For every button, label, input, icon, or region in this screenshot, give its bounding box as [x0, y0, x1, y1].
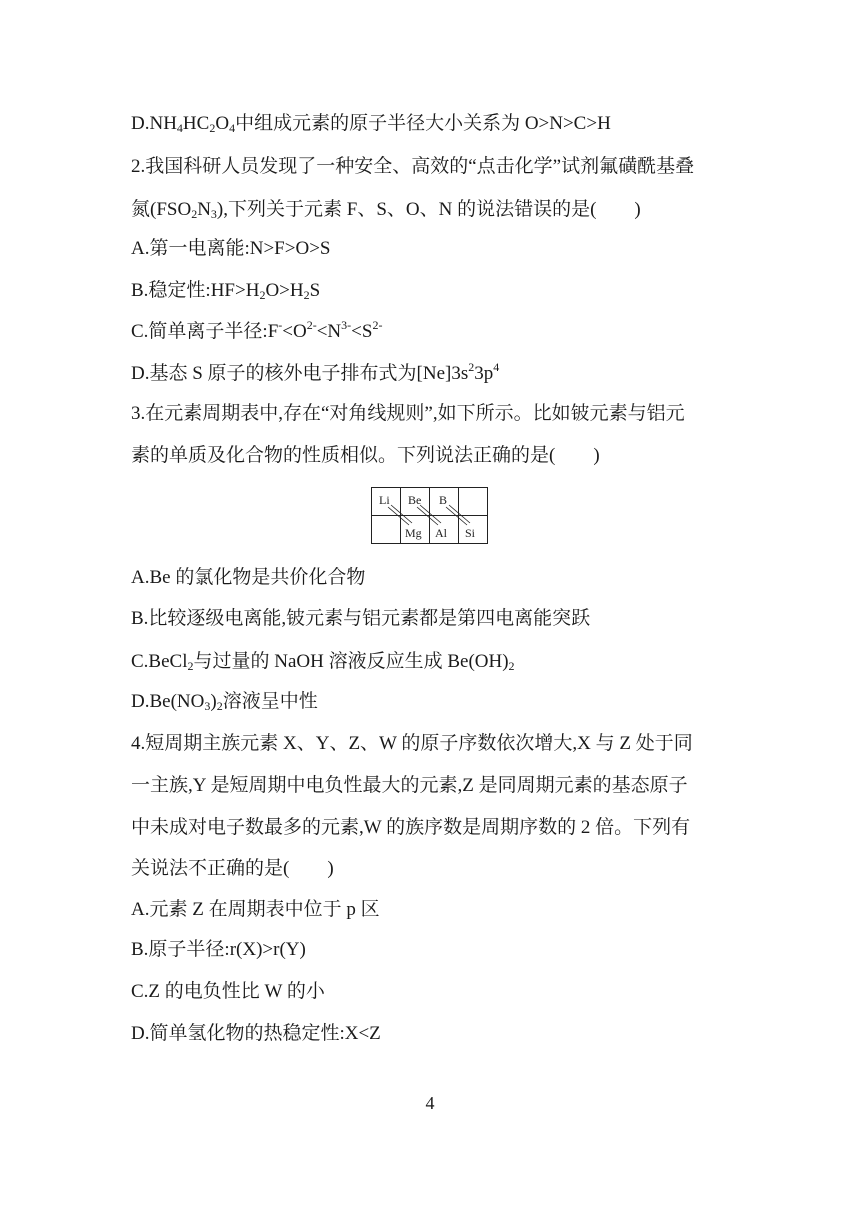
cell-be: Be	[408, 493, 422, 507]
cell-al: Al	[435, 526, 447, 540]
text: ),下列关于元素 F、S、O、N 的说法错误的是( )	[216, 199, 641, 220]
text: HC	[182, 113, 210, 134]
page-number: 4	[425, 1093, 435, 1113]
q4-option-c: C.Z 的电负性比 W 的小	[131, 981, 325, 1002]
q4-option-a: A.元素 Z 在周期表中位于 p 区	[131, 899, 380, 920]
superscript: 4	[493, 360, 500, 374]
text: O	[215, 113, 230, 134]
text: O>H	[265, 280, 304, 301]
text: <N	[316, 321, 342, 342]
q4-stem-line4: 关说法不正确的是( )	[131, 858, 334, 879]
q4-stem-line2: 一主族,Y 是短周期中电负性最大的元素,Z 是同周期元素的基态原子	[131, 775, 688, 796]
q3-option-d	[131, 690, 318, 714]
q2-stem-line2	[131, 198, 641, 222]
text: D.Be(NO	[131, 691, 205, 712]
text: D.NH	[131, 113, 177, 134]
text: S	[309, 280, 321, 301]
text: C.BeCl	[131, 651, 188, 672]
cell-b: B	[439, 493, 448, 507]
q4-stem-line1: 4.短周期主族元素 X、Y、Z、W 的原子序数依次增大,X 与 Z 处于同	[131, 733, 693, 754]
q2-option-b	[131, 279, 320, 303]
superscript: -	[278, 318, 283, 332]
q3-option-c	[131, 650, 515, 674]
text: N	[197, 199, 211, 220]
subscript: 2	[187, 659, 194, 673]
cell-mg: Mg	[405, 526, 422, 540]
subscript: 2	[303, 288, 310, 302]
subscript: 2	[508, 659, 515, 673]
cell-si: Si	[465, 526, 476, 540]
q2-option-a: A.第一电离能:N>F>O>S	[131, 238, 331, 259]
q4-option-d: D.简单氢化物的热稳定性:X<Z	[131, 1023, 381, 1044]
subscript: 4	[176, 121, 183, 135]
text: <S	[351, 321, 373, 342]
subscript: 2	[191, 207, 198, 221]
periodic-table-fragment	[371, 487, 489, 545]
subscript: 2	[259, 288, 266, 302]
subscript: 3	[210, 207, 217, 221]
superscript: 2	[468, 360, 475, 374]
text: B.稳定性:HF>H	[131, 280, 260, 301]
text: C.简单离子半径:F	[131, 321, 279, 342]
superscript: 2-	[306, 318, 317, 332]
subscript: 2	[216, 699, 223, 713]
subscript: 2	[209, 121, 216, 135]
q3-option-a: A.Be 的氯化物是共价化合物	[131, 567, 366, 588]
q2-option-d	[131, 362, 499, 386]
superscript: 2-	[372, 318, 383, 332]
text: 与过量的 NaOH 溶液反应生成 Be(OH)	[193, 651, 509, 672]
q1-option-d	[131, 112, 611, 136]
diagonal-rule-figure	[371, 487, 489, 550]
text: )	[210, 691, 217, 712]
text: 溶液呈中性	[222, 691, 318, 712]
text: 3p	[474, 363, 494, 384]
cell-li: Li	[379, 493, 390, 507]
q3-stem-line2: 素的单质及化合物的性质相似。下列说法正确的是( )	[131, 445, 600, 466]
subscript: 4	[229, 121, 236, 135]
text: <O	[282, 321, 307, 342]
q4-stem-line3: 中未成对电子数最多的元素,W 的族序数是周期序数的 2 倍。下列有	[131, 817, 691, 838]
subscript: 3	[204, 699, 211, 713]
q2-option-c	[131, 320, 382, 344]
q2-stem-line1: 2.我国科研人员发现了一种安全、高效的“点击化学”试剂氟磺酰基叠	[131, 156, 695, 177]
text: D.基态 S 原子的核外电子排布式为[Ne]3s	[131, 363, 469, 384]
q4-option-b: B.原子半径:r(X)>r(Y)	[131, 939, 306, 960]
superscript: 3-	[341, 318, 352, 332]
text: 氮(FSO	[131, 199, 192, 220]
q3-stem-line1: 3.在元素周期表中,存在“对角线规则”,如下所示。比如铍元素与铝元	[131, 403, 685, 424]
text: 中组成元素的原子半径大小关系为 O>N>C>H	[235, 113, 611, 134]
q3-option-b: B.比较逐级电离能,铍元素与铝元素都是第四电离能突跃	[131, 608, 591, 629]
